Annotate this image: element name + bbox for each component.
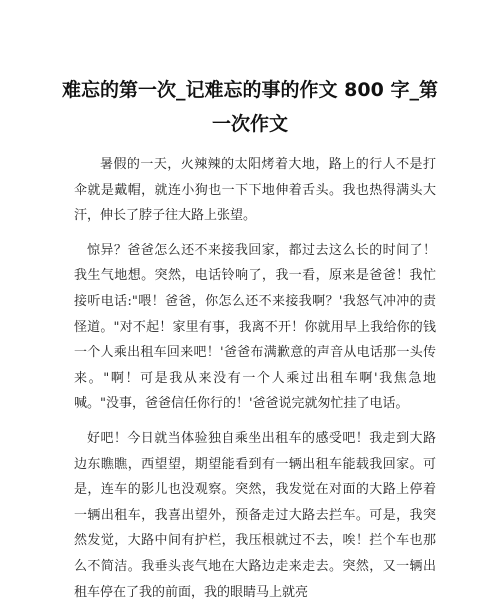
document-body bbox=[74, 152, 436, 614]
paragraph-2: 惊异？爸爸怎么还不来接我回家，都过去这么长的时间了！我生气地想。突然，电话铃响了，我一看，原来是爸爸！我忙接听电话:"喂！爸爸，你怎么还不来接我啊？'我怒气冲冲的责怪道。"对不起！家里有事，我离不开！你就用早上我给你的钱一个人乘出租车回来吧！'爸爸布满歉意的声音从电话那一头传来。"啊！可是我从来没有一个人乘过出租车啊'我焦急地喊。"没事，爸爸信任你行的！'爸爸说完就匆忙挂了电话。 bbox=[74, 242, 436, 412]
document-title: 难忘的第一次_记难忘的事的作文 800 字_第一次作文 bbox=[62, 79, 438, 135]
paragraph-3: 好吧！今日就当体验独自乘坐出租车的感受吧！我走到大路边东瞧瞧，西望望，期望能看到有一辆出租车能载我回家。可是，连车的影儿也没观察。突然，我发觉在对面的大路上停着一辆出租车，我喜出望外，预备走过大路去拦车。可是，我突然发觉，大路中间有护栏，我压根就过不去，唉！拦个车也那么不简洁。我垂头丧气地在大路边走来走去。突然，又一辆出租车停在了我的前面，我的眼睛马上就亮 bbox=[74, 430, 436, 600]
paragraph-1: 暑假的一天，火辣辣的太阳烤着大地，路上的行人不是打伞就是戴帽，就连小狗也一下下地伸着舌头。我也热得满头大汗，伸长了脖子往大路上张望。 bbox=[74, 157, 436, 224]
